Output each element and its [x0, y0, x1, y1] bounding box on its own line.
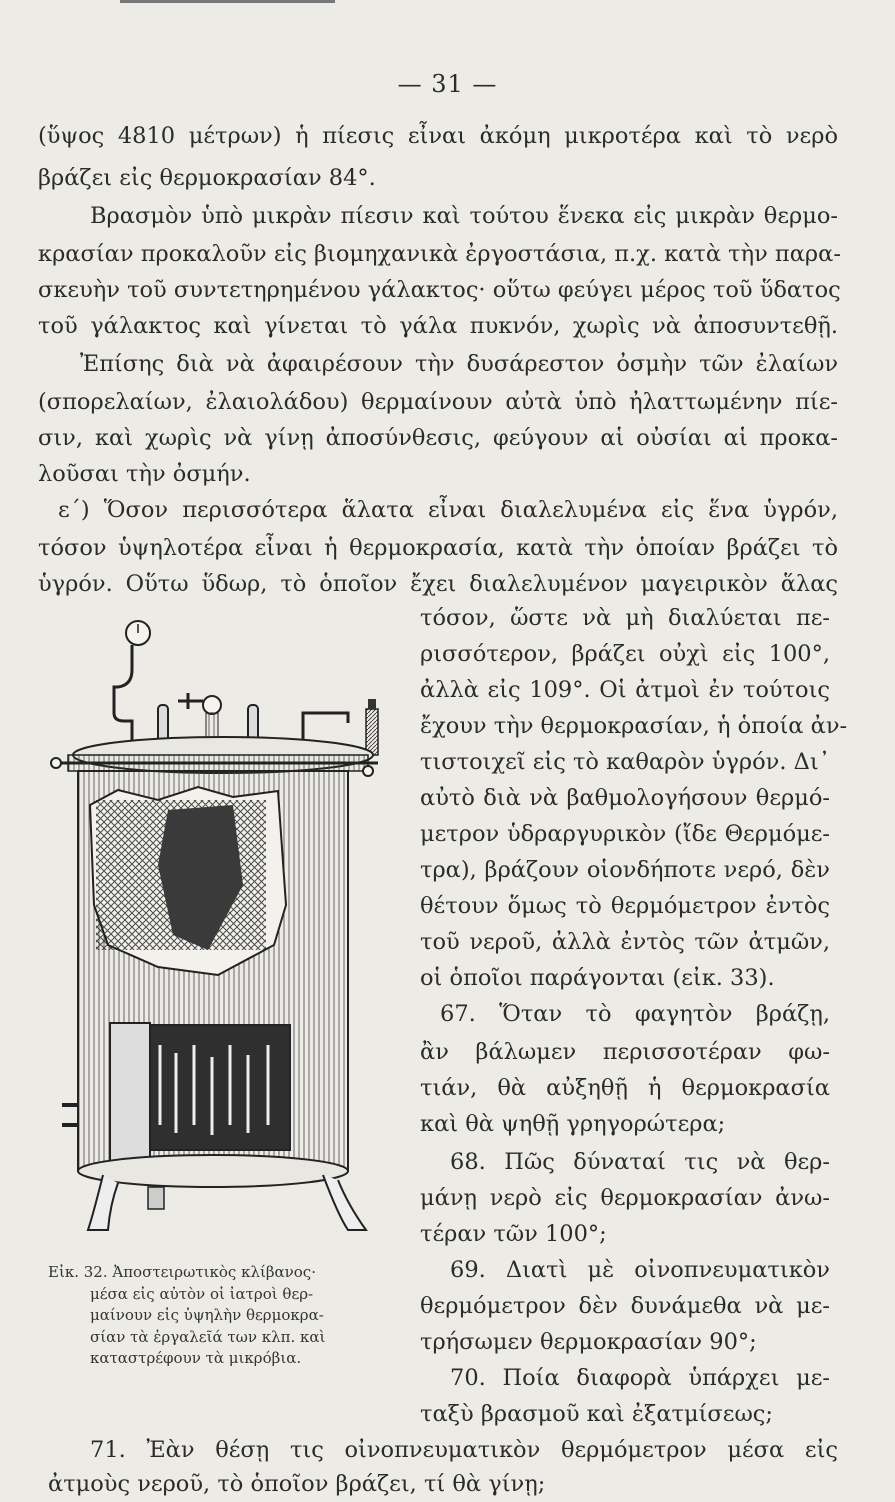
column-line: ἔχουν τὴν θερμοκρασίαν, ἡ ὁποία ἀν-: [420, 713, 848, 739]
question-line: τιάν, θὰ αὐξηθῇ ἡ θερμοκρασία: [420, 1075, 830, 1101]
question-line: 67. Ὅταν τὸ φαγητὸν βράζῃ,: [440, 1001, 830, 1027]
column-line: τιστοιχεῖ εἰς τὸ καθαρὸν ὑγρόν. Δι᾿: [420, 749, 830, 775]
paragraph-line: τοῦ γάλακτος καὶ γίνεται τὸ γάλα πυκνόν, χωρὶς νὰ ἀποσυντεθῇ.: [38, 313, 838, 339]
column-line: τόσον, ὥστε νὰ μὴ διαλύεται πε-: [420, 605, 830, 631]
column-line: ρισσότερον, βράζει οὐχὶ εἰς 100°,: [420, 641, 830, 667]
question-line: τρήσωμεν θερμοκρασίαν 90°;: [420, 1329, 757, 1355]
question-line: ἂν βάλωμεν περισσοτέραν φω-: [420, 1039, 830, 1065]
caption-line: μέσα εἰς αὐτὸν οἱ ἰατροὶ θερ-: [90, 1284, 314, 1303]
caption-line: μαίνουν εἰς ὑψηλὴν θερμοκρα-: [90, 1306, 324, 1324]
question-line: 69. Διατὶ μὲ οἰνοπνευματικὸν: [450, 1257, 830, 1283]
top-rule: [120, 0, 335, 3]
column-line: τοῦ νεροῦ, ἀλλὰ ἐντὸς τῶν ἀτμῶν,: [420, 929, 830, 955]
column-line: θέτουν ὅμως τὸ θερμόμετρον ἐντὸς: [420, 893, 830, 919]
column-line: ἀλλὰ εἰς 109°. Οἱ ἀτμοὶ ἐν τούτοις: [420, 677, 830, 703]
caption-line: Εἰκ. 32. Ἀποστειρωτικὸς κλίβανος·: [48, 1263, 316, 1281]
question-line: ἀτμοὺς νεροῦ, τὸ ὁποῖον βράζει, τί θὰ γίνῃ;: [48, 1471, 546, 1497]
paragraph-line: τόσον ὑψηλοτέρα εἶναι ἡ θερμοκρασία, κατὰ τὴν ὁποίαν βράζει τὸ: [38, 535, 838, 561]
caption-line: καταστρέφουν τὰ μικρόβια.: [90, 1349, 302, 1367]
question-line: θερμόμετρον δὲν δυνάμεθα νὰ με-: [420, 1293, 830, 1319]
question-line: μάνῃ νερὸ εἰς θερμοκρασίαν ἀνω-: [420, 1185, 830, 1211]
caption-line: σίαν τὰ ἐργαλεῖά των κλπ. καὶ: [90, 1327, 326, 1346]
paragraph-line: σκευὴν τοῦ συντετηρημένου γάλακτος· οὕτω φεύγει μέρος τοῦ ὕδατος: [38, 277, 841, 303]
paragraph-line: (ὕψος 4810 μέτρων) ἡ πίεσις εἶναι ἀκόμη μικροτέρα καὶ τὸ νερὸ: [38, 123, 838, 149]
paragraph-line: σιν, καὶ χωρὶς νὰ γίνῃ ἀποσύνθεσις, φεύγουν αἱ οὐσίαι αἱ προκα-: [38, 425, 838, 451]
paragraph-line: ὑγρόν. Οὕτω ὕδωρ, τὸ ὁποῖον ἔχει διαλελυμένον μαγειρικὸν ἅλας: [38, 571, 838, 597]
question-line: 70. Ποία διαφορὰ ὑπάρχει με-: [450, 1365, 830, 1391]
column-line: οἱ ὁποῖοι παράγονται (εἰκ. 33).: [420, 965, 775, 991]
paragraph-line: βράζει εἰς θερμοκρασίαν 84°.: [38, 165, 376, 191]
question-line: ταξὺ βρασμοῦ καὶ ἐξατμίσεως;: [420, 1401, 773, 1427]
question-line: τέραν τῶν 100°;: [420, 1221, 607, 1247]
question-line: 68. Πῶς δύναταί τις νὰ θερ-: [450, 1149, 830, 1175]
question-line: 71. Ἐὰν θέσῃ τις οἰνοπνευματικὸν θερμόμετρον μέσα εἰς: [90, 1437, 838, 1463]
column-line: τρα), βράζουν οἱονδήποτε νερό, δὲν: [420, 857, 830, 883]
column-line: αὐτὸ διὰ νὰ βαθμολογήσουν θερμό-: [420, 785, 830, 811]
autoclave-illustration: [48, 605, 408, 1245]
figure-caption: [48, 1262, 408, 1370]
question-line: καὶ θὰ ψηθῇ γρηγορώτερα;: [420, 1111, 726, 1137]
paragraph-line: κρασίαν προκαλοῦν εἰς βιομηχανικὰ ἐργοστάσια, π.χ. κατὰ τὴν παρα-: [38, 241, 841, 267]
paragraph-line: λοῦσαι τὴν ὀσμήν.: [38, 461, 251, 487]
paragraph-line: ε΄) Ὅσον περισσότερα ἅλατα εἶναι διαλελυμένα εἰς ἕνα ὑγρόν,: [58, 497, 838, 523]
page-number: — 31 —: [397, 70, 498, 98]
paragraph-line: Ἐπίσης διὰ νὰ ἀφαιρέσουν τὴν δυσάρεστον ὀσμὴν τῶν ἐλαίων: [80, 351, 838, 377]
paragraph-line: (σπορελαίων, ἐλαιολάδου) θερμαίνουν αὐτὰ ὑπὸ ἠλαττωμένην πίε-: [38, 389, 838, 415]
column-line: μετρον ὑδραργυρικὸν (ἴδε Θερμόμε-: [420, 821, 830, 847]
paragraph-line: Βρασμὸν ὑπὸ μικρὰν πίεσιν καὶ τούτου ἕνεκα εἰς μικρὰν θερμο-: [90, 203, 838, 229]
